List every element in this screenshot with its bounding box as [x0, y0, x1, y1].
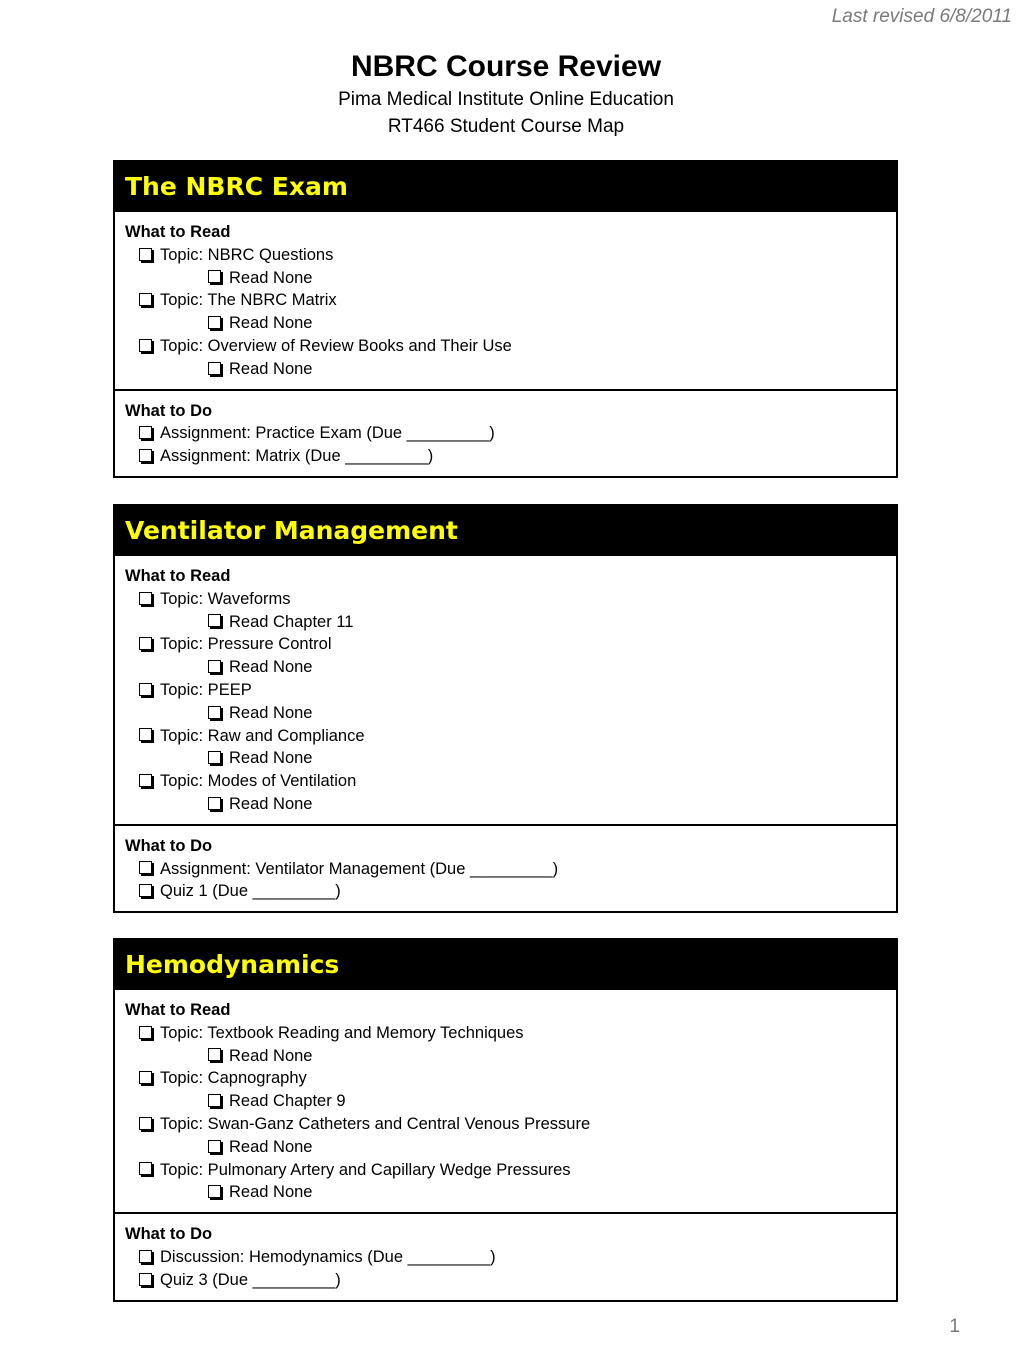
- checkbox-icon[interactable]: [208, 751, 221, 764]
- read-item[interactable]: [125, 1067, 886, 1090]
- read-item-text: Read Chapter 9: [229, 1092, 346, 1111]
- read-item[interactable]: [125, 1045, 886, 1068]
- checkbox-icon[interactable]: [208, 706, 221, 719]
- read-item-text: Read None: [229, 268, 313, 287]
- what-to-read-label: What to Read: [125, 1001, 231, 1019]
- what-to-do-label: What to Do: [125, 836, 213, 855]
- course-map-subtitle: RT466 Student Course Map: [387, 116, 625, 137]
- read-item-text: Topic: Pulmonary Artery and Capillary Wedge Pressures: [160, 1160, 571, 1179]
- checkbox-icon[interactable]: [208, 1048, 221, 1061]
- read-item[interactable]: [125, 1113, 886, 1136]
- checkbox-icon[interactable]: [139, 293, 152, 306]
- read-item-text: Topic: The NBRC Matrix: [160, 291, 337, 310]
- checkbox-icon[interactable]: [208, 316, 221, 329]
- checkbox-icon[interactable]: [139, 884, 152, 897]
- what-to-read-block: [115, 212, 896, 389]
- read-item-text: Topic: Waveforms: [160, 589, 291, 608]
- what-to-do-block: [115, 1212, 896, 1299]
- section-hemodynamics: [113, 938, 898, 1302]
- do-item-text: Discussion: Hemodynamics (Due _________): [160, 1247, 496, 1266]
- read-item[interactable]: [125, 335, 886, 358]
- read-item[interactable]: [125, 312, 886, 335]
- do-item[interactable]: [125, 1269, 886, 1292]
- read-item-text: Topic: Pressure Control: [160, 635, 332, 654]
- checkbox-icon[interactable]: [139, 1250, 152, 1263]
- do-item-text: Assignment: Ventilator Management (Due _________): [160, 859, 559, 878]
- checkbox-icon[interactable]: [139, 339, 152, 352]
- read-item[interactable]: [125, 244, 886, 267]
- read-item[interactable]: [125, 747, 886, 770]
- checkbox-icon[interactable]: [208, 1140, 221, 1153]
- read-item-text: Topic: Overview of Review Books and Their Use: [160, 336, 512, 355]
- checkbox-icon[interactable]: [139, 426, 152, 439]
- section-title: Ventilator Management: [115, 506, 896, 556]
- checkbox-icon[interactable]: [208, 614, 221, 627]
- do-item-text: Quiz 3 (Due _________): [160, 1270, 341, 1289]
- checkbox-icon[interactable]: [208, 660, 221, 673]
- read-item-text: Topic: Swan-Ganz Catheters and Central Venous Pressure: [160, 1114, 591, 1133]
- section-title: The NBRC Exam: [115, 162, 896, 212]
- checkbox-icon[interactable]: [208, 362, 221, 375]
- checkbox-icon[interactable]: [139, 774, 152, 787]
- read-item-text: Read None: [229, 703, 313, 722]
- what-to-do-block: [115, 389, 896, 476]
- checkbox-icon[interactable]: [139, 592, 152, 605]
- do-item[interactable]: [125, 422, 886, 445]
- read-item-text: Read None: [229, 749, 313, 768]
- checkbox-icon[interactable]: [139, 1117, 152, 1130]
- what-to-read-block: [115, 990, 896, 1212]
- read-item[interactable]: [125, 770, 886, 793]
- what-to-do-block: [115, 824, 896, 911]
- what-to-read-block: [115, 556, 896, 824]
- read-item[interactable]: [125, 725, 886, 748]
- read-item[interactable]: [125, 1022, 886, 1045]
- read-item[interactable]: [125, 679, 886, 702]
- page-title: NBRC Course Review: [350, 50, 662, 83]
- read-item[interactable]: [125, 611, 886, 634]
- read-item-text: Read None: [229, 314, 313, 333]
- read-item-text: Read None: [229, 359, 313, 378]
- document-header: [0, 48, 1012, 140]
- checkbox-icon[interactable]: [208, 797, 221, 810]
- read-item[interactable]: [125, 793, 886, 816]
- checkbox-icon[interactable]: [208, 270, 221, 283]
- do-item[interactable]: [125, 880, 886, 903]
- do-item-text: Assignment: Matrix (Due _________): [160, 447, 434, 466]
- checkbox-icon[interactable]: [139, 449, 152, 462]
- section-ventilator-management: [113, 504, 898, 913]
- do-item[interactable]: [125, 858, 886, 881]
- read-item[interactable]: [125, 267, 886, 290]
- read-item-text: Read None: [229, 1046, 313, 1065]
- read-item-text: Topic: PEEP: [160, 680, 252, 699]
- section-title: Hemodynamics: [115, 940, 896, 990]
- section-nbrc-exam: [113, 160, 898, 478]
- read-item-text: Read Chapter 11: [229, 612, 354, 631]
- checkbox-icon[interactable]: [139, 637, 152, 650]
- read-item[interactable]: [125, 1159, 886, 1182]
- do-item[interactable]: [125, 445, 886, 468]
- read-item[interactable]: [125, 702, 886, 725]
- do-item[interactable]: [125, 1246, 886, 1269]
- checkbox-icon[interactable]: [139, 1026, 152, 1039]
- institution-subtitle: Pima Medical Institute Online Education: [338, 89, 674, 110]
- what-to-read-label: What to Read: [125, 223, 231, 241]
- read-item-text: Topic: Modes of Ventilation: [160, 772, 357, 791]
- read-item-text: Topic: NBRC Questions: [160, 245, 334, 264]
- checkbox-icon[interactable]: [139, 248, 152, 261]
- read-item-text: Topic: Textbook Reading and Memory Techniques: [160, 1023, 524, 1042]
- checkbox-icon[interactable]: [139, 1273, 152, 1286]
- checkbox-icon[interactable]: [139, 683, 152, 696]
- read-item[interactable]: [125, 656, 886, 679]
- checkbox-icon[interactable]: [139, 1071, 152, 1084]
- read-item[interactable]: [125, 1181, 886, 1204]
- checkbox-icon[interactable]: [208, 1185, 221, 1198]
- what-to-do-label: What to Do: [125, 401, 213, 420]
- read-item-text: Read None: [229, 658, 313, 677]
- checkbox-icon[interactable]: [139, 861, 152, 874]
- checkbox-icon[interactable]: [139, 728, 152, 741]
- what-to-read-label: What to Read: [125, 567, 231, 585]
- do-item-text: Assignment: Practice Exam (Due _________): [160, 424, 495, 443]
- read-item[interactable]: [125, 1090, 886, 1113]
- checkbox-icon[interactable]: [208, 1094, 221, 1107]
- read-item[interactable]: [125, 358, 886, 381]
- checkbox-icon[interactable]: [139, 1162, 152, 1175]
- read-item-text: Topic: Capnography: [160, 1069, 307, 1088]
- read-item-text: Read None: [229, 794, 313, 813]
- last-revised-note: Last revised 6/8/2011: [831, 6, 1012, 27]
- do-item-text: Quiz 1 (Due _________): [160, 882, 341, 901]
- page-number: 1: [949, 1316, 960, 1337]
- read-item[interactable]: [125, 588, 886, 611]
- read-item[interactable]: [125, 289, 886, 312]
- read-item-text: Read None: [229, 1183, 313, 1202]
- read-item-text: Read None: [229, 1137, 313, 1156]
- read-item[interactable]: [125, 633, 886, 656]
- read-item[interactable]: [125, 1136, 886, 1159]
- read-item-text: Topic: Raw and Compliance: [160, 726, 365, 745]
- what-to-do-label: What to Do: [125, 1225, 213, 1244]
